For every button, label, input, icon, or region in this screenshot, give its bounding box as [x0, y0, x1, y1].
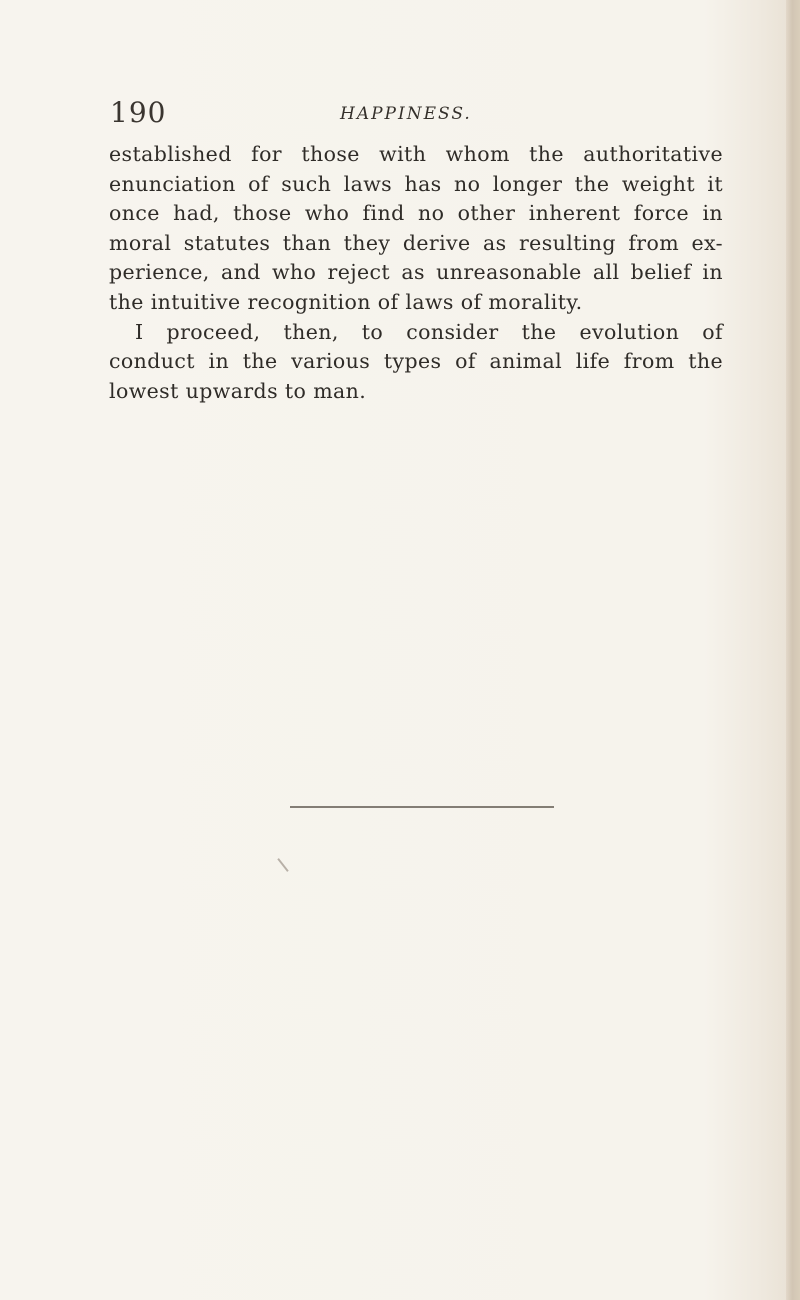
text-line: the intuitive recognition of laws of morality. [109, 289, 583, 314]
text-line: lowest upwards to man. [109, 378, 367, 403]
stray-ink-mark [277, 858, 288, 872]
text-line: enunciation of such laws has no longer the weight it [109, 171, 723, 196]
text-line: established for those with whom the authoritative [109, 142, 723, 166]
body-text [109, 140, 723, 406]
section-rule [290, 806, 554, 808]
running-head: HAPPINESS. [340, 104, 472, 124]
page-edge-shadow [786, 0, 800, 1300]
page-header [110, 96, 710, 136]
text-line: conduct in the various types of animal life from the [109, 349, 723, 374]
text-line: I proceed, then, to consider the evolution of [135, 319, 723, 344]
text-line: perience, and who reject as unreasonable all belief in [109, 260, 723, 285]
text-line: once had, those who find no other inherent force in [109, 201, 723, 226]
text-line: moral statutes than they derive as resulting from ex- [109, 230, 723, 255]
page-number: 190 [110, 96, 167, 129]
